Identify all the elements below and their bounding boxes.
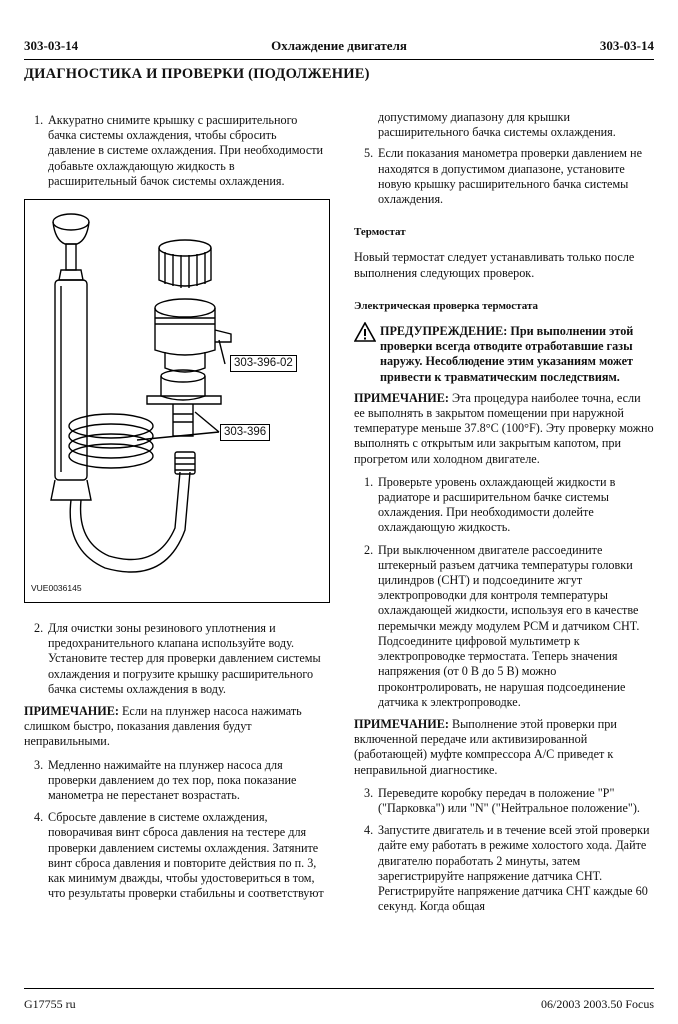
footer-rule [24, 988, 654, 989]
step-2 [24, 621, 324, 697]
check-step-2 [354, 543, 654, 710]
note-plunger [24, 704, 324, 750]
step-3 [24, 758, 324, 804]
step-5 [354, 146, 654, 207]
warning-text: ПРЕДУПРЕЖДЕНИЕ: При выполнении этой проверки всегда отводите отработавшие газы наружу. Несоблюдение этим указаниям может привести к травматическим последствиям. [380, 324, 634, 384]
step-2-number: 2. [34, 621, 44, 636]
figure-id: VUE0036145 [31, 582, 82, 593]
note-temperature [354, 391, 654, 467]
check-step-2-text: При выключенном двигателе рассоедините штекерный разъем датчика температуры головки цилиндров (CHT) и подсоедините жгут электропроводки для контроля температуры охлаждающей жидкости, используя его в качестве перемычки между модулем PCM и датчиком CHT. Подсоедините цифровой мультиметр к электропроводке термостата. Теперь значения напряжения (от 0 В до 5 В) можно проконтролировать, не нарушая подсоединение датчика к электропроводке. [378, 542, 640, 709]
check-step-2-number: 2. [364, 542, 374, 557]
step-4-text: Сбросьте давление в системе охлаждения, поворачивая винт сброса давления на тестере для проверки давлением системы охлаждения. Затяните винт сброса давления и повторите действия по п. 3, как минимум дважды, чтобы удостовериться в том, что результаты проверки стабильны и соответствуют [48, 810, 324, 901]
thermostat-text: Новый термостат следует устанавливать только после выполнения следующих проверок. [354, 250, 635, 280]
left-column [24, 113, 324, 908]
check-step-3 [354, 786, 654, 816]
header-section-right: 303-03-14 [599, 38, 654, 53]
step-4 [24, 810, 324, 901]
page-title: ДИАГНОСТИКА И ПРОВЕРКИ (ПОДОЛЖЕНИЕ) [24, 66, 370, 82]
step-2-text: Для очистки зоны резинового уплотнения и предохранительного клапана используйте воду. Установите тестер для проверки давлением системы охлаждения и погрузите крышку расширительного бачка системы охлаждения в воду. [48, 621, 321, 696]
step-1 [24, 113, 324, 189]
check-step-3-text: Переведите коробку передач в положение "P" ("Парковка") или "N" ("Нейтральное положение"). [378, 785, 640, 815]
header-chapter-title: Охлаждение двигателя [271, 38, 407, 53]
page-header [24, 38, 654, 56]
note2-label: ПРИМЕЧАНИЕ: [354, 716, 449, 731]
step-1-text: Аккуратно снимите крышку с расширительного бачка системы охлаждения, чтобы сбросить давление в системе охлаждения. При необходимости добавьте охлаждающую жидкость в расширительный бачок системы охлаждения. [48, 113, 324, 188]
callout-tester-label: 303-396 [220, 424, 270, 441]
step-5-number: 5. [364, 146, 374, 161]
right-column [354, 110, 654, 921]
step-3-number: 3. [34, 757, 44, 772]
warning-triangle-icon [354, 322, 376, 342]
callout-adapter-label: 303-396-02 [230, 355, 297, 372]
step-4-continued: допустимому диапазону для крышки расширительного бачка системы охлаждения. [378, 110, 616, 140]
electric-check-heading: Электрическая проверка термостата [354, 299, 538, 312]
check-step-1-text: Проверьте уровень охлаждающей жидкости в радиаторе и расширительном бачке системы охлаждения. При необходимости долейте охлаждающую жидкость. [378, 474, 616, 535]
pressure-tester-drawing [25, 200, 329, 602]
footer-doc-id: G17755 ru [24, 997, 76, 1011]
note2-text: Выполнение этой проверки при включенной передаче или активизированной (работающей) муфте компрессора A/C приведет к неправильной диагностике. [354, 716, 617, 777]
check-step-1 [354, 475, 654, 536]
check-step-3-number: 3. [364, 785, 374, 800]
step-3-text: Медленно нажимайте на плунжер насоса для проверки давлением до тех пор, пока показание манометра не перестанет возрастать. [48, 757, 297, 803]
note-text: Если на плунжер насоса нажимать слишком быстро, показания давления будут неправильными. [24, 704, 302, 749]
check-step-4 [354, 823, 654, 914]
pressure-tester-illustration [24, 199, 330, 603]
header-section-left: 303-03-14 [24, 38, 79, 53]
note-gear [354, 717, 654, 778]
step-4-number: 4. [34, 810, 44, 825]
note1-text: Эта процедура наиболее точна, если ее выполнять в закрытом помещении при наружной температуре меньше 37.8°C (100°F). Эту проверку можно выполнять с открытым или закрытым капотом, при прогретом или холодном двигателе. [354, 390, 654, 466]
footer-edition: 06/2003 2003.50 Focus [540, 997, 654, 1011]
note-label: ПРИМЕЧАНИЕ: [24, 704, 119, 719]
thermostat-heading: Термостат [354, 226, 406, 239]
step-5-text: Если показания манометра проверки давлением не находятся в допустимом диапазоне, установите новую крышку расширительного бачка системы охлаждения. [378, 146, 642, 207]
check-step-4-text: Запустите двигатель и в течение всей этой проверки дайте ему работать в режиме холостого хода. Дайте двигателю поработать 2 минуты, затем зарегистрируйте напряжение датчика CHT. Регистрируйте напряжение датчика CHT каждые 60 секунд. Когда общая [378, 823, 650, 914]
check-step-1-number: 1. [364, 474, 374, 489]
header-rule [24, 59, 654, 60]
check-step-4-number: 4. [364, 823, 374, 838]
note1-label: ПРИМЕЧАНИЕ: [354, 390, 449, 405]
warning-block [354, 324, 654, 385]
step-1-number: 1. [34, 113, 44, 127]
